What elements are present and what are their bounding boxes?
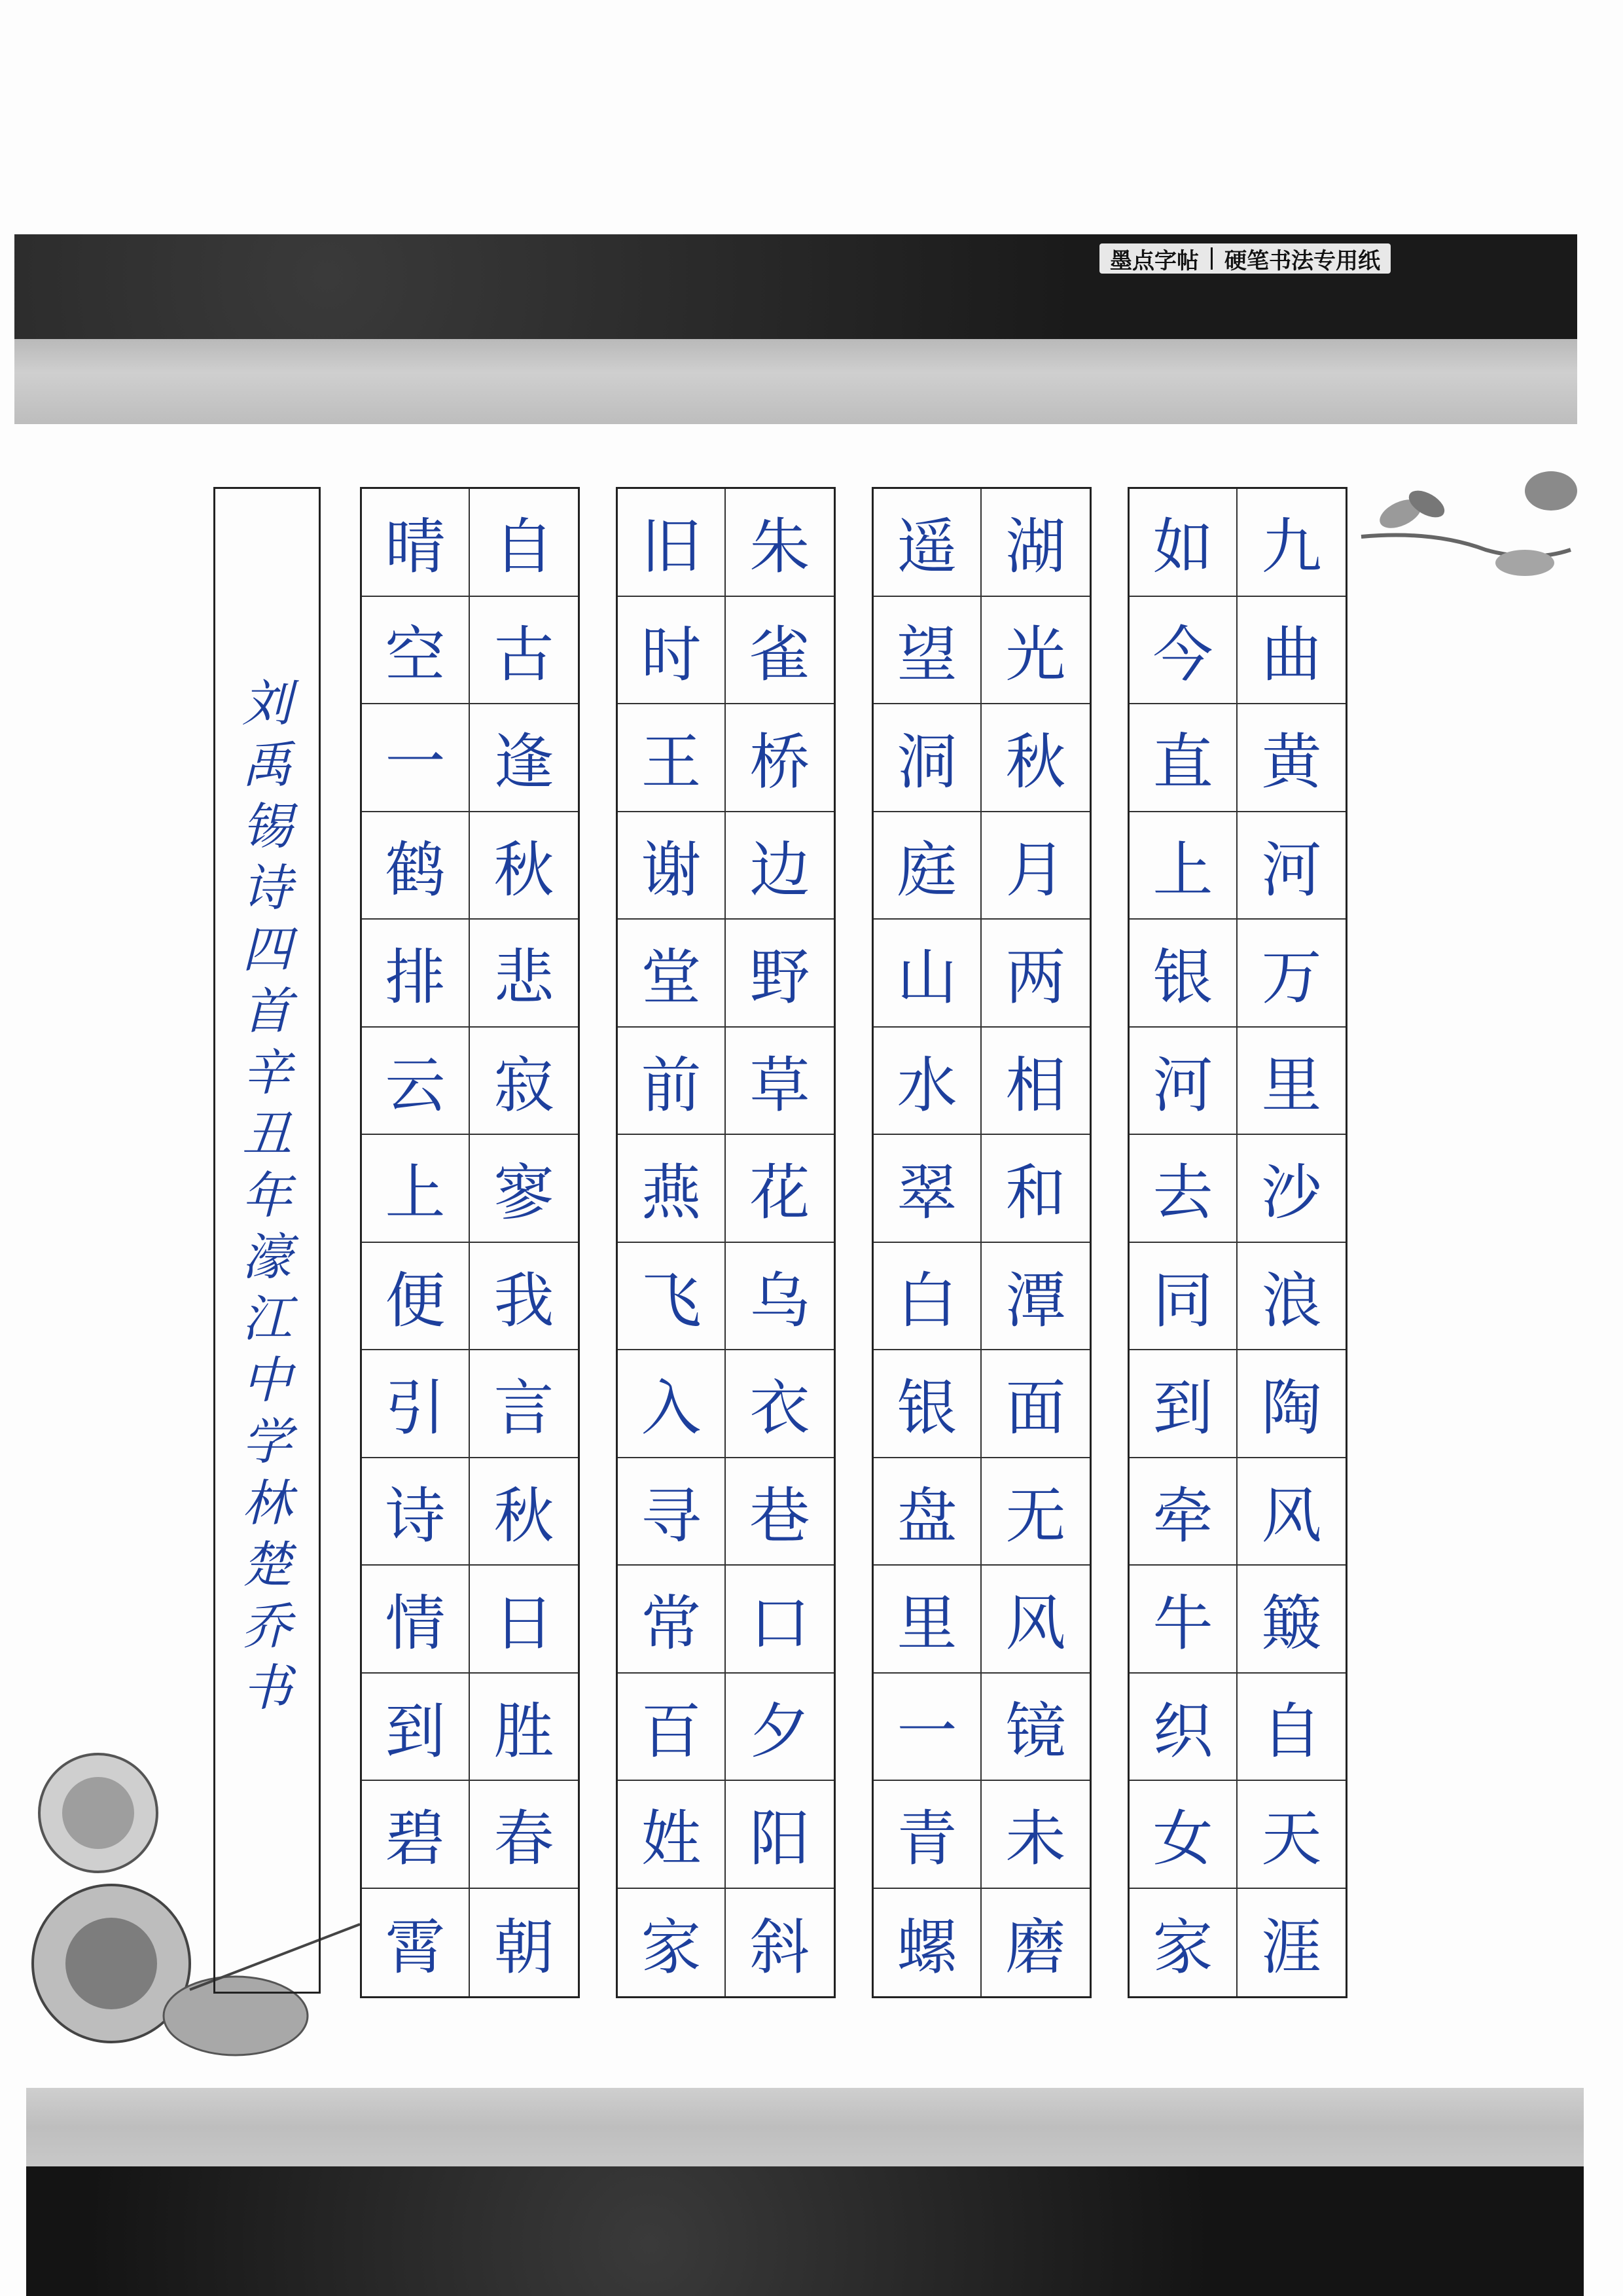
grid-cell: 家	[618, 1889, 726, 1997]
bottom-gray-band	[26, 2088, 1584, 2166]
grid-cell: 阳	[726, 1781, 834, 1889]
grid-cell: 万	[1238, 920, 1346, 1028]
grid-cell: 水	[874, 1028, 982, 1136]
grid-cell: 一	[874, 1674, 982, 1782]
brand-divider	[1211, 247, 1213, 270]
grid-cell: 言	[470, 1350, 578, 1458]
grid-cell: 燕	[618, 1135, 726, 1243]
grid-cell: 衣	[726, 1350, 834, 1458]
grid-cell: 织	[1130, 1674, 1238, 1782]
brand-name: 墨点字帖	[1110, 248, 1199, 274]
signature-char: 锡	[242, 797, 292, 855]
grid-cell: 望	[874, 597, 982, 705]
grid-cell: 簸	[1238, 1566, 1346, 1674]
grid-cell: 我	[470, 1243, 578, 1351]
grid-cell: 牵	[1130, 1458, 1238, 1566]
grid-cell: 空	[362, 597, 470, 705]
grid-cell: 斜	[749, 1912, 810, 1982]
grid-cell: 家	[1130, 1889, 1238, 1997]
flower-ornament-top-right	[1355, 452, 1577, 583]
grid-cell: 寂	[470, 1028, 578, 1136]
grid-cell: 悲	[470, 920, 578, 1028]
grid-cell: 朱	[726, 489, 834, 597]
grid-cell: 情	[362, 1566, 470, 1674]
grid-cell: 直	[1130, 704, 1238, 812]
grid-cell: 如	[1130, 489, 1238, 597]
grid-cell: 沙	[1238, 1135, 1346, 1243]
grid-cell: 秋	[982, 704, 1090, 812]
grid-cell: 里	[874, 1566, 982, 1674]
grid-cell: 秋	[470, 1458, 578, 1566]
grid-cell: 镜	[982, 1674, 1090, 1782]
grid-cell: 风	[982, 1566, 1090, 1674]
grid-cell: 排	[362, 920, 470, 1028]
grid-cell: 黄	[1238, 704, 1346, 812]
signature-char: 乔	[242, 1597, 292, 1655]
grid-cell: 女	[1130, 1781, 1238, 1889]
grid-cell: 到	[362, 1674, 470, 1782]
grid-cell: 碧	[362, 1781, 470, 1889]
grid-cell: 潭	[982, 1243, 1090, 1351]
signature-char: 禹	[242, 736, 292, 794]
grid-cell: 自	[1238, 1674, 1346, 1782]
grid-cell: 庭	[874, 812, 982, 920]
signature-text	[215, 674, 319, 1725]
brand-label	[1099, 243, 1391, 274]
grid-cell: 雀	[726, 597, 834, 705]
grid-cell: 春	[470, 1781, 578, 1889]
signature-char: 刘	[242, 674, 292, 732]
grid-cell: 飞	[618, 1243, 726, 1351]
grid-cell: 前	[618, 1028, 726, 1136]
signature-char: 诗	[242, 859, 292, 917]
grid-cell: 自	[470, 489, 578, 597]
signature-char: 濠	[242, 1228, 292, 1286]
grid-cell: 夕	[726, 1674, 834, 1782]
grid-cell: 日	[470, 1566, 578, 1674]
grid-cell: 曲	[1238, 597, 1346, 705]
grid-cell: 遥	[874, 489, 982, 597]
poem-grid-3	[616, 487, 836, 1998]
grid-cell: 青	[874, 1781, 982, 1889]
grid-cell: 面	[982, 1350, 1090, 1458]
grid-cell: 银	[874, 1350, 982, 1458]
grid-cell: 去	[1130, 1135, 1238, 1243]
top-gray-band	[14, 339, 1577, 424]
signature-char: 四	[242, 920, 292, 978]
flower-ornament-bottom-left	[20, 1728, 386, 2094]
grid-cell: 乌	[726, 1243, 834, 1351]
grid-cell: 诗	[362, 1458, 470, 1566]
signature-char: 丑	[242, 1105, 292, 1163]
grid-cell: 到	[1130, 1350, 1238, 1458]
signature-char: 辛	[242, 1043, 292, 1102]
grid-cell: 月	[982, 812, 1090, 920]
grid-cell: 洞	[874, 704, 982, 812]
grid-cell: 桥	[726, 704, 834, 812]
grid-cell: 白	[874, 1243, 982, 1351]
grid-cell: 牛	[1130, 1566, 1238, 1674]
grid-cell: 旧	[618, 489, 726, 597]
grid-cell: 口	[726, 1566, 834, 1674]
grid-cell: 银	[1130, 920, 1238, 1028]
grid-cell: 上	[1130, 812, 1238, 920]
grid-cell: 无	[982, 1458, 1090, 1566]
signature-char: 首	[242, 982, 292, 1040]
signature-box	[213, 487, 321, 1994]
grid-cell: 山	[874, 920, 982, 1028]
grid-cell: 引	[362, 1350, 470, 1458]
grid-cell: 光	[982, 597, 1090, 705]
signature-char: 楚	[242, 1535, 292, 1594]
grid-cell: 一	[362, 704, 470, 812]
grid-cell: 涯	[1261, 1912, 1322, 1982]
signature-char: 中	[242, 1351, 292, 1409]
grid-cell: 草	[726, 1028, 834, 1136]
grid-cell: 入	[618, 1350, 726, 1458]
signature-char: 江	[242, 1289, 292, 1348]
grid-cell: 晴	[362, 489, 470, 597]
brand-subtitle: 硬笔书法专用纸	[1224, 248, 1380, 274]
grid-cell: 浪	[1238, 1243, 1346, 1351]
grid-cell: 姓	[618, 1781, 726, 1889]
grid-cell: 天	[1238, 1781, 1346, 1889]
grid-cell: 巷	[726, 1458, 834, 1566]
grid-cell: 风	[1238, 1458, 1346, 1566]
grid-cell: 王	[618, 704, 726, 812]
grid-cell: 胜	[470, 1674, 578, 1782]
grid-cell: 陶	[1238, 1350, 1346, 1458]
grid-cell: 堂	[618, 920, 726, 1028]
grid-cell: 和	[982, 1135, 1090, 1243]
grid-cell: 相	[982, 1028, 1090, 1136]
grid-cell: 霄	[362, 1889, 470, 1997]
grid-cell: 两	[982, 920, 1090, 1028]
grid-cell: 便	[362, 1243, 470, 1351]
grid-cell: 云	[362, 1028, 470, 1136]
grid-cell: 古	[470, 597, 578, 705]
grid-cell: 谢	[618, 812, 726, 920]
grid-cell: 河	[1238, 812, 1346, 920]
signature-char: 林	[242, 1474, 292, 1532]
grid-cell: 翠	[874, 1135, 982, 1243]
grid-cell: 湖	[982, 489, 1090, 597]
grid-cell: 秋	[470, 812, 578, 920]
signature-char: 书	[242, 1659, 292, 1717]
grid-cell: 同	[1130, 1243, 1238, 1351]
signature-char: 年	[242, 1166, 292, 1225]
grid-cell: 逢	[470, 704, 578, 812]
grid-cell: 盘	[874, 1458, 982, 1566]
poem-grid-4	[360, 487, 580, 1998]
grid-cell: 螺	[874, 1889, 982, 1997]
grid-cell: 上	[362, 1135, 470, 1243]
bottom-decorative-border	[26, 2166, 1584, 2296]
grid-cell: 寻	[618, 1458, 726, 1566]
poem-grid-1	[1128, 487, 1347, 1998]
grid-cell: 时	[618, 597, 726, 705]
grid-cell: 野	[726, 920, 834, 1028]
grid-cell: 花	[726, 1135, 834, 1243]
signature-char: 学	[242, 1412, 292, 1471]
grid-cell: 百	[618, 1674, 726, 1782]
grid-cell: 朝	[493, 1912, 554, 1982]
grid-cell: 九	[1238, 489, 1346, 597]
grid-cell: 寥	[470, 1135, 578, 1243]
grid-cell: 今	[1130, 597, 1238, 705]
grid-cell: 里	[1238, 1028, 1346, 1136]
grid-cell: 边	[726, 812, 834, 920]
grid-cell: 磨	[1005, 1912, 1066, 1982]
grid-cell: 河	[1130, 1028, 1238, 1136]
grid-cell: 常	[618, 1566, 726, 1674]
poem-grid-2	[872, 487, 1092, 1998]
grid-cell: 未	[982, 1781, 1090, 1889]
grid-cell: 鹤	[362, 812, 470, 920]
